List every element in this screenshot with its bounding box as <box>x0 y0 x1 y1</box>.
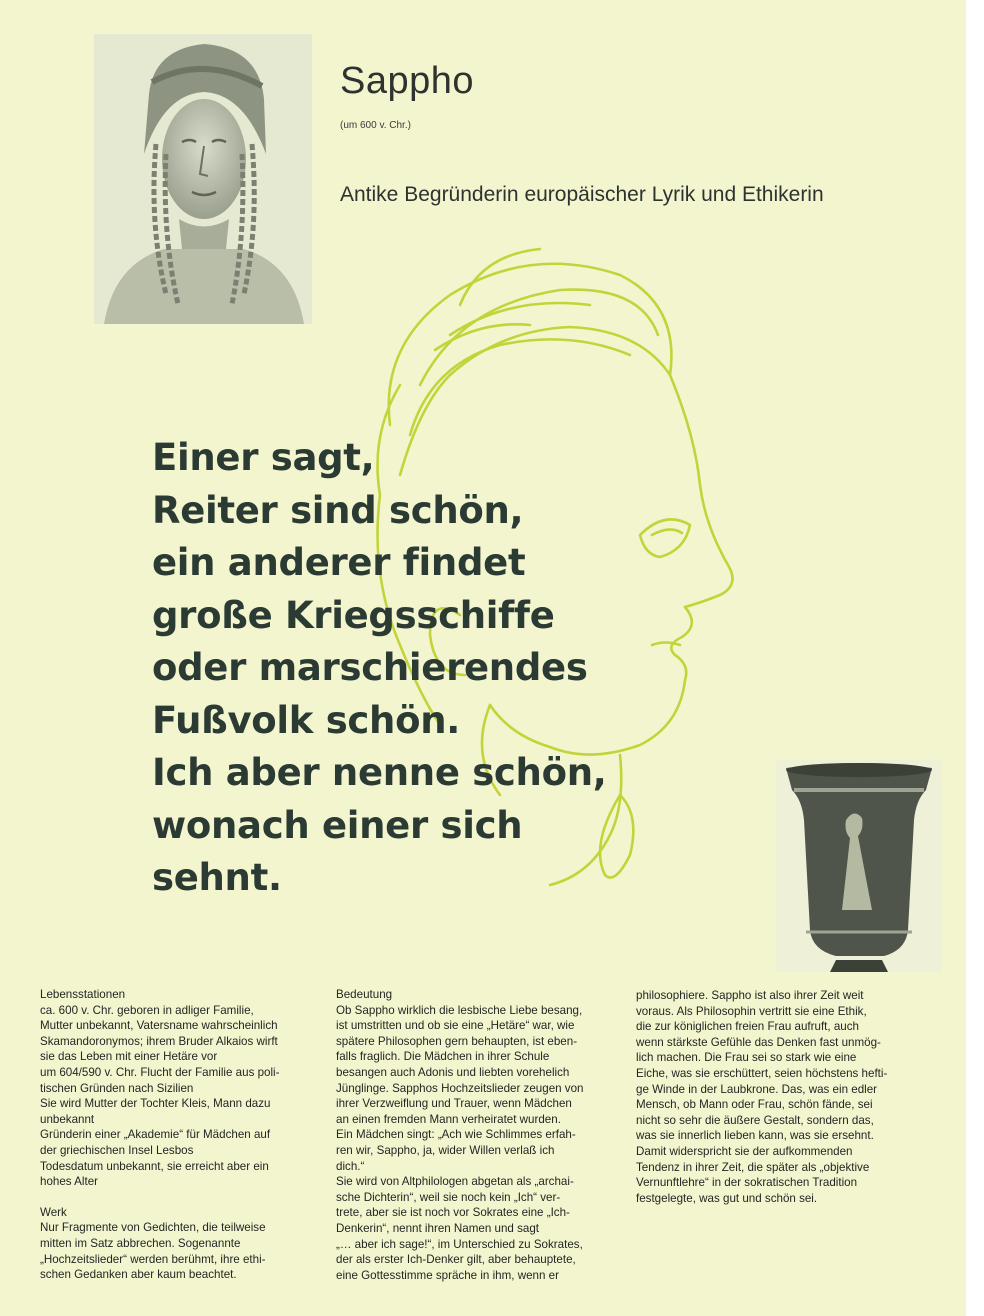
text-line: sie das Leben mit einer Hetäre vor <box>40 1050 218 1064</box>
text-line: die zur königlichen freien Frau aufruft, auch <box>636 1020 859 1034</box>
quote-line: Einer sagt, <box>152 436 375 479</box>
text-line: nicht so sehr die äußere Gestalt, sondern das, <box>636 1113 874 1127</box>
text-line: ihrer Verzweiflung und Trauer, wenn Mädchen <box>336 1097 572 1111</box>
text-line: festgelegte, was gut und schön sei. <box>636 1191 818 1205</box>
quote-line: oder marschierendes <box>152 646 588 689</box>
text-line: schen Gedanken aber kaum beachtet. <box>40 1268 237 1282</box>
text-line: wenn stärkste Gefühle das Denken fast unmög- <box>636 1035 881 1049</box>
text-line: unbekannt <box>40 1112 95 1126</box>
text-line: Damit widerspricht sie der aufkommenden <box>636 1144 853 1158</box>
text-line: Todesdatum unbekannt, sie erreicht aber ein <box>40 1159 269 1173</box>
greek-vase-image <box>776 760 942 972</box>
text-line: eine Gottesstimme spräche in ihm, wenn er <box>336 1268 559 1282</box>
text-line: was sie innerlich lieben kann, was sie ersehnt. <box>636 1129 874 1143</box>
text-line: besangen auch Adonis und liebten vorehelich <box>336 1065 570 1079</box>
life-dates: (um 600 v. Chr.) <box>340 120 411 131</box>
quote-line: Fußvolk schön. <box>152 698 461 742</box>
text-line: ge Winde in der Laubkrone. Das, was ein edler <box>636 1082 878 1096</box>
text-line: Tendenz in ihrer Zeit, die später als „objektive <box>636 1160 870 1174</box>
text-line: mitten im Satz abbrechen. Sogenannte <box>40 1236 241 1250</box>
page-edge <box>966 0 984 1316</box>
text-line: Ob Sappho wirklich die lesbische Liebe besang, <box>336 1003 583 1017</box>
quote-line: Reiter sind schön, <box>152 488 524 532</box>
column-middle <box>336 987 584 1283</box>
text-line: „Hochzeitslieder“ werden berühmt, ihre ethi- <box>40 1252 266 1266</box>
text-line: lich machen. Die Frau sei so stark wie eine <box>636 1051 857 1065</box>
text-line: Vernunftlehre“ in der sokratischen Tradition <box>636 1176 858 1190</box>
quote-line: große Kriegsschiffe <box>152 593 555 637</box>
text-line: dich.“ <box>336 1159 365 1173</box>
section-heading-bedeutung: Bedeutung <box>336 988 393 1001</box>
text-line: hohes Alter <box>40 1175 99 1189</box>
section-heading-werk: Werk <box>40 1205 67 1219</box>
text-line: voraus. Als Philosophin vertritt sie eine Ethik, <box>636 1004 867 1018</box>
text-line: Skamandoronymos; ihrem Bruder Alkaios wirft <box>40 1034 278 1048</box>
text-line: trete, aber sie ist noch vor Sokrates eine „Ich- <box>336 1206 570 1220</box>
column-right <box>636 988 887 1206</box>
text-line: „… aber ich sage!“, im Unterschied zu Sokrates, <box>336 1237 583 1251</box>
text-line: der griechischen Insel Lesbos <box>40 1143 194 1157</box>
text-line: Nur Fragmente von Gedichten, die teilweise <box>40 1221 266 1235</box>
sappho-bust-image <box>94 34 312 324</box>
text-line: ca. 600 v. Chr. geboren in adliger Familie, <box>40 1003 254 1017</box>
section-heading-lebensstationen: Lebensstationen <box>40 988 126 1001</box>
text-line: Sie wird von Altphilologen abgetan als „archai- <box>336 1175 574 1189</box>
quote-line: ein anderer findet <box>152 541 526 584</box>
sappho-quote <box>152 432 607 905</box>
text-line: Eiche, was sie erschüttert, seien höchstens hefti- <box>636 1066 888 1080</box>
text-line: spätere Philosophen gern behaupten, ist eben- <box>336 1034 578 1048</box>
text-line: Mensch, ob Mann oder Frau, schön fände, sei <box>636 1098 873 1112</box>
quote-line: Ich aber nenne schön, <box>152 751 607 794</box>
text-line: philosophiere. Sappho ist also ihrer Zeit weit <box>636 989 864 1002</box>
text-line: ren wir, Sappho, ja, wider Willen verlaß ich <box>336 1143 555 1157</box>
text-line: Denkerin“, nennt ihren Namen und sagt <box>336 1221 540 1235</box>
text-line: falls fraglich. Die Mädchen in ihrer Schule <box>336 1050 550 1064</box>
text-line: Gründerin einer „Akademie“ für Mädchen auf <box>40 1128 271 1142</box>
page-title: Sappho <box>340 60 475 102</box>
text-line: ist umstritten und ob sie eine „Hetäre“ war, wie <box>336 1019 575 1033</box>
text-line: um 604/590 v. Chr. Flucht der Familie aus poli- <box>40 1065 280 1079</box>
text-line: Sie wird Mutter der Tochter Kleis, Mann dazu <box>40 1097 271 1111</box>
page-subtitle: Antike Begründerin europäischer Lyrik und Ethikerin <box>340 183 824 206</box>
text-line: Ein Mädchen singt: „Ach wie Schlimmes erfah- <box>336 1128 576 1142</box>
text-line: Jünglinge. Sapphos Hochzeitslieder zeugen von <box>336 1081 584 1095</box>
column-left <box>40 987 280 1283</box>
quote-line: sehnt. <box>152 856 282 899</box>
text-line: Mutter unbekannt, Vatersname wahrscheinlich <box>40 1019 278 1033</box>
text-line: der als erster Ich-Denker gilt, aber behauptete, <box>336 1253 576 1267</box>
quote-line: wonach einer sich <box>152 803 523 847</box>
text-line: sche Dichterin“, weil sie noch kein „Ich“ ver- <box>336 1190 561 1204</box>
text-line: an einen fremden Mann verheiratet wurden. <box>336 1112 561 1126</box>
text-line: tischen Gründen nach Sizilien <box>40 1081 194 1095</box>
